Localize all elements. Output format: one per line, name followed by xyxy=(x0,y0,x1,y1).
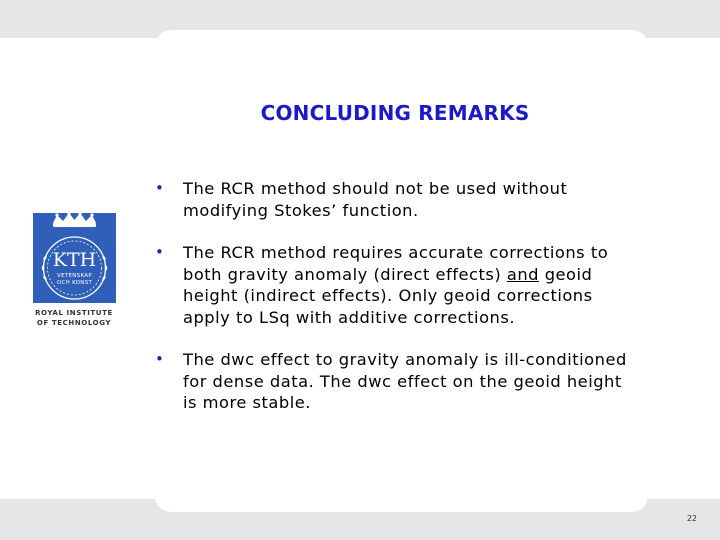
bullet-text: The RCR method should not be used without modifying Stokes’ function. xyxy=(183,179,568,220)
bullet-underlined-word: and xyxy=(506,264,540,284)
bullet-item xyxy=(155,349,635,414)
logo-caption-line2: OF TECHNOLOGY xyxy=(36,319,112,327)
bullet-dot-icon: • xyxy=(155,243,165,261)
bullet-dot-icon: • xyxy=(155,179,165,197)
bullet-text: The dwc effect to gravity anomaly is ill-conditioned for dense data. The dwc effect on the geoid height is more stable. xyxy=(183,350,627,412)
slide-title: CONCLUDING REMARKS xyxy=(260,101,530,125)
logo-motto-line1: VETENSKAP xyxy=(57,273,92,279)
logo-caption xyxy=(24,308,124,328)
bullet-list xyxy=(155,178,635,435)
logo-motto-line2: OCH KONST xyxy=(56,280,93,286)
logo-caption-line1: ROYAL INSTITUTE xyxy=(35,309,113,317)
bullet-item xyxy=(155,178,635,221)
bullet-text-after: geoid height (indirect effects). Only geoid corrections apply to LSq with additive corrections. xyxy=(183,264,593,327)
page-number: 22 xyxy=(686,514,697,523)
bullet-text-before: The RCR method requires accurate corrections to both gravity anomaly (direct effects) xyxy=(183,243,609,284)
logo-monogram: KTH xyxy=(52,249,97,271)
kth-logo-icon xyxy=(33,213,116,303)
bullet-item xyxy=(155,242,635,328)
bullet-dot-icon: • xyxy=(155,350,165,368)
